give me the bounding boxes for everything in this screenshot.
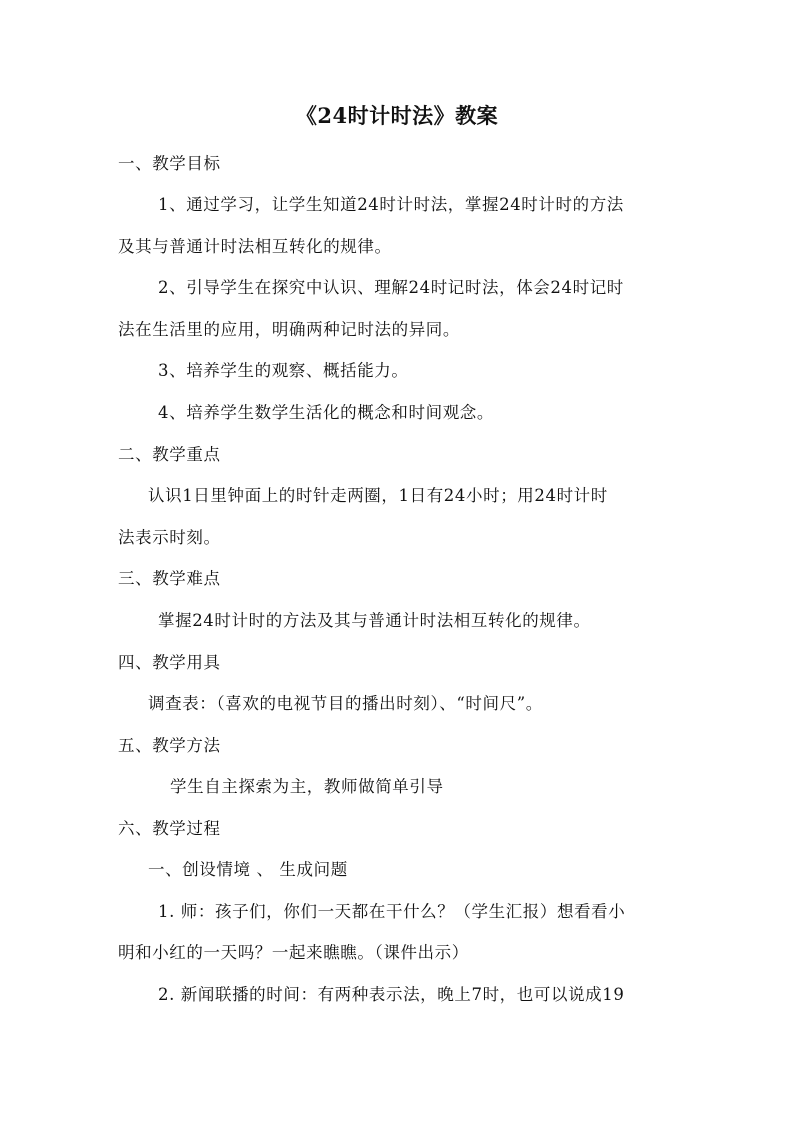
goal-2-line-2: 法在生活里的应用，明确两种记时法的异同。 [118,320,460,339]
tools-line-1: 调查表：（喜欢的电视节目的播出时刻）、“时间尺”。 [148,694,543,713]
process-step-1-line-1: 1. 师：孩子们，你们一天都在干什么？（学生汇报）想看看小 [158,902,626,921]
section-heading-methods: 五、教学方法 [118,736,221,755]
section-heading-goals: 一、教学目标 [118,154,221,173]
process-step-2-line-1: 2. 新闻联播的时间：有两种表示法，晚上7时，也可以说成19 [158,985,625,1004]
process-step-1-line-2: 明和小红的一天吗？一起来瞧瞧。（课件出示） [118,943,469,962]
section-heading-key-points: 二、教学重点 [118,445,221,464]
difficulties-line-1: 掌握24时计时的方法及其与普通计时法相互转化的规律。 [158,611,591,630]
goal-1-line-1: 1、通过学习，让学生知道24时计时法，掌握24时计时的方法 [158,195,624,214]
section-heading-process: 六、教学过程 [118,819,221,838]
goal-4: 4、培养学生数学生活化的概念和时间观念。 [158,403,494,422]
process-subheading: 一、创设情境 、 生成问题 [148,860,348,879]
goal-2-line-1: 2、引导学生在探究中认识、理解24时记时法，体会24时记时 [158,278,624,297]
key-points-line-2: 法表示时刻。 [118,528,221,547]
section-heading-tools: 四、教学用具 [118,653,221,672]
key-points-line-1: 认识1日里钟面上的时针走两圈，1日有24小时；用24时计时 [148,486,608,505]
document-title: 《24时计时法》教案 [295,103,499,128]
goal-3: 3、培养学生的观察、概括能力。 [158,361,409,380]
section-heading-difficulties: 三、教学难点 [118,569,221,588]
goal-1-line-2: 及其与普通计时法相互转化的规律。 [118,237,392,256]
methods-line-1: 学生自主探索为主，教师做简单引导 [170,777,444,796]
